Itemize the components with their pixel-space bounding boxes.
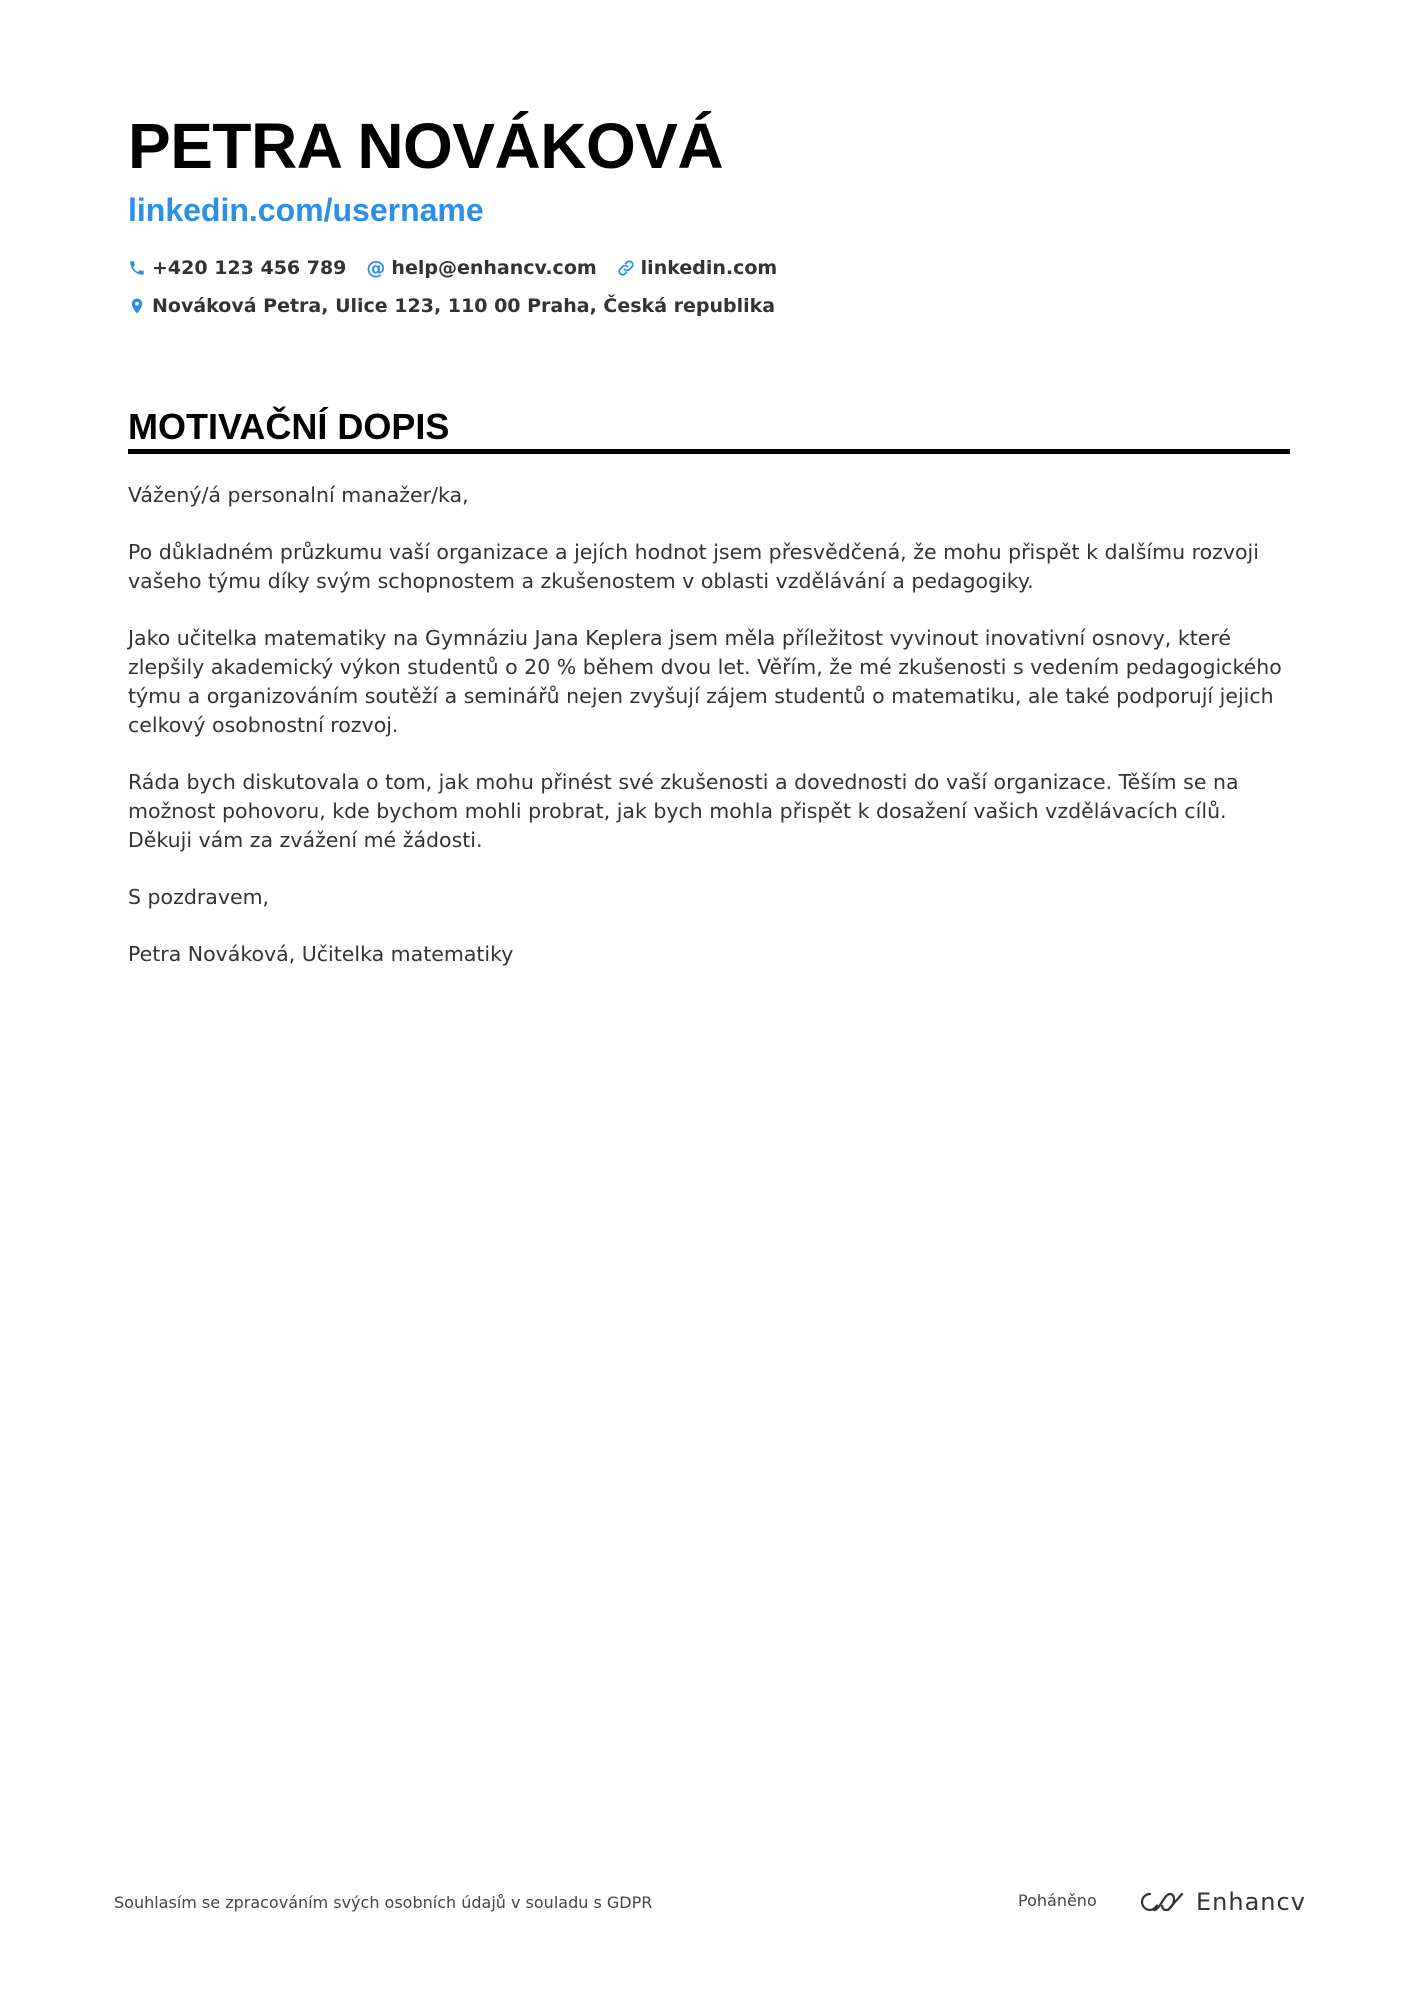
at-icon: @ — [366, 257, 386, 279]
link-text: linkedin.com — [640, 257, 778, 279]
contact-link[interactable] — [617, 257, 778, 279]
candidate-name: PETRA NOVÁKOVÁ — [128, 110, 724, 182]
enhancv-logo-icon — [1138, 1888, 1186, 1916]
email-text: help@enhancv.com — [391, 257, 597, 279]
link-icon — [617, 259, 635, 277]
map-pin-icon — [128, 297, 146, 315]
letter-paragraph: Jako učitelka matematiky na Gymnáziu Jana Keplera jsem měla příležitost vyvinout inovativní osnovy, které zlepšily akademický výkon studentů o 20 % během dvou let. Věřím, že mé zkušenosti s vedením pedagogického týmu a organizováním soutěží a seminářů nejen zvyšují zájem studentů o matematiku, ale také podporují jejich celkový osobnostní rozvoj. — [128, 626, 1282, 737]
letter-paragraph: Ráda bych diskutovala o tom, jak mohu přinést své zkušenosti a dovednosti do vaší organizace. Těším se na možnost pohovoru, kde bychom mohli probrat, jak bych mohla přispět k dosažení vašich vzdělávacích cílů. Děkuji vám za zvážení mé žádosti. — [128, 770, 1239, 852]
letter-paragraph: Po důkladném průzkumu vaší organizace a jejích hodnot jsem přesvědčená, že mohu přispět k dalšímu rozvoji vašeho týmu díky svým schopnostem a zkušenostem v oblasti vzdělávání a pedagogiky. — [128, 540, 1259, 593]
contact-phone[interactable] — [128, 257, 346, 279]
linkedin-subtitle[interactable]: linkedin.com/username — [128, 192, 484, 228]
phone-text: +420 123 456 789 — [152, 257, 347, 279]
enhancv-logo[interactable] — [1138, 1888, 1306, 1916]
letter-greeting: Vážený/á personalní manažer/ka, — [128, 483, 469, 507]
section-divider — [128, 449, 1290, 454]
letter-closing: S pozdravem, — [128, 885, 270, 909]
contact-email[interactable] — [366, 257, 596, 279]
section-title: MOTIVAČNÍ DOPIS — [128, 406, 450, 447]
contact-row-primary — [128, 253, 797, 283]
letter-body — [128, 481, 1290, 997]
brand-name: Enhancv — [1196, 1888, 1306, 1916]
letter-signature: Petra Nováková, Učitelka matematiky — [128, 942, 514, 966]
address-text: Nováková Petra, Ulice 123, 110 00 Praha, Česká republika — [152, 295, 776, 317]
gdpr-consent: Souhlasím se zpracováním svých osobních údajů v souladu s GDPR — [114, 1893, 653, 1912]
phone-icon — [128, 259, 146, 277]
powered-by-label: Poháněno — [1018, 1891, 1097, 1910]
contact-row-address — [128, 291, 795, 321]
contact-address — [128, 295, 775, 317]
